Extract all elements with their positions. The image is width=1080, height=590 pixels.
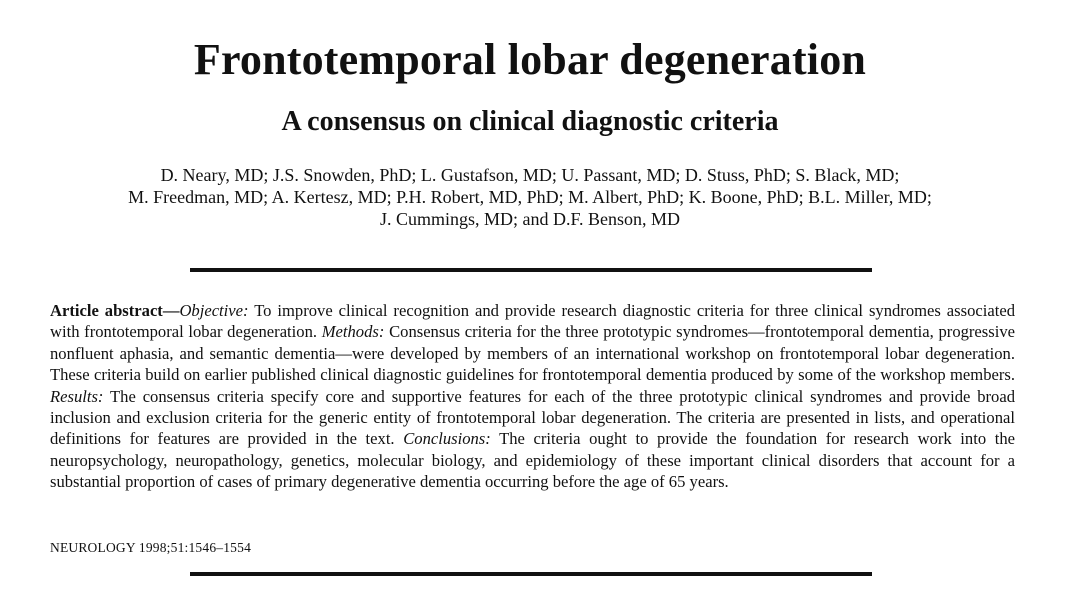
author-list: [0, 164, 1060, 230]
conclusions-label: Conclusions:: [403, 429, 491, 449]
results-label: Results:: [50, 386, 104, 406]
methods-text: Consensus criteria for the three prototypic syndromes—frontotemporal dementia, progressive nonfluent aphasia, and semantic dementia—were developed by members of an international workshop on frontotemporal lobar degeneration. These criteria build on earlier published clinical diagnostic guidelines for frontotemporal dementia produced by some of the workshop members.: [50, 322, 1015, 385]
top-divider: [190, 268, 872, 272]
author-line: M. Freedman, MD; A. Kertesz, MD; P.H. Robert, MD, PhD; M. Albert, PhD; K. Boone, PhD; B.L. Miller, MD;: [128, 187, 932, 207]
conclusions-text: The criteria ought to provide the foundation for research work into the neuropsychology, neuropathology, genetics, molecular biology, and epidemiology of these important clinical disorders that account for a substantial proportion of cases of primary degenerative dementia occurring before the age of 65 years.: [50, 429, 1015, 492]
results-text: The consensus criteria specify core and supportive features for each of the three prototypic clinical syndromes and provide broad inclusion and exclusion criteria for the generic entity of frontotemporal lobar degeneration. The criteria are presented in lists, and operational definitions for features are provided in the text.: [50, 386, 1015, 449]
article-subtitle: A consensus on clinical diagnostic criteria: [281, 106, 779, 137]
journal-citation: NEUROLOGY 1998;51:1546–1554: [50, 540, 252, 555]
author-line: D. Neary, MD; J.S. Snowden, PhD; L. Gustafson, MD; U. Passant, MD; D. Stuss, PhD; S. Black, MD;: [160, 165, 900, 185]
bottom-divider: [190, 572, 872, 576]
objective-text: To improve clinical recognition and provide research diagnostic criteria for three clinical syndromes associated with frontotemporal lobar degeneration.: [50, 301, 1015, 342]
author-line: J. Cummings, MD; and D.F. Benson, MD: [379, 209, 681, 229]
methods-label: Methods:: [321, 322, 385, 342]
article-title: Frontotemporal lobar degeneration: [193, 35, 867, 84]
article-abstract: [50, 300, 1015, 493]
abstract-heading: Article abstract—: [50, 301, 180, 320]
objective-label: Objective:: [179, 301, 249, 320]
